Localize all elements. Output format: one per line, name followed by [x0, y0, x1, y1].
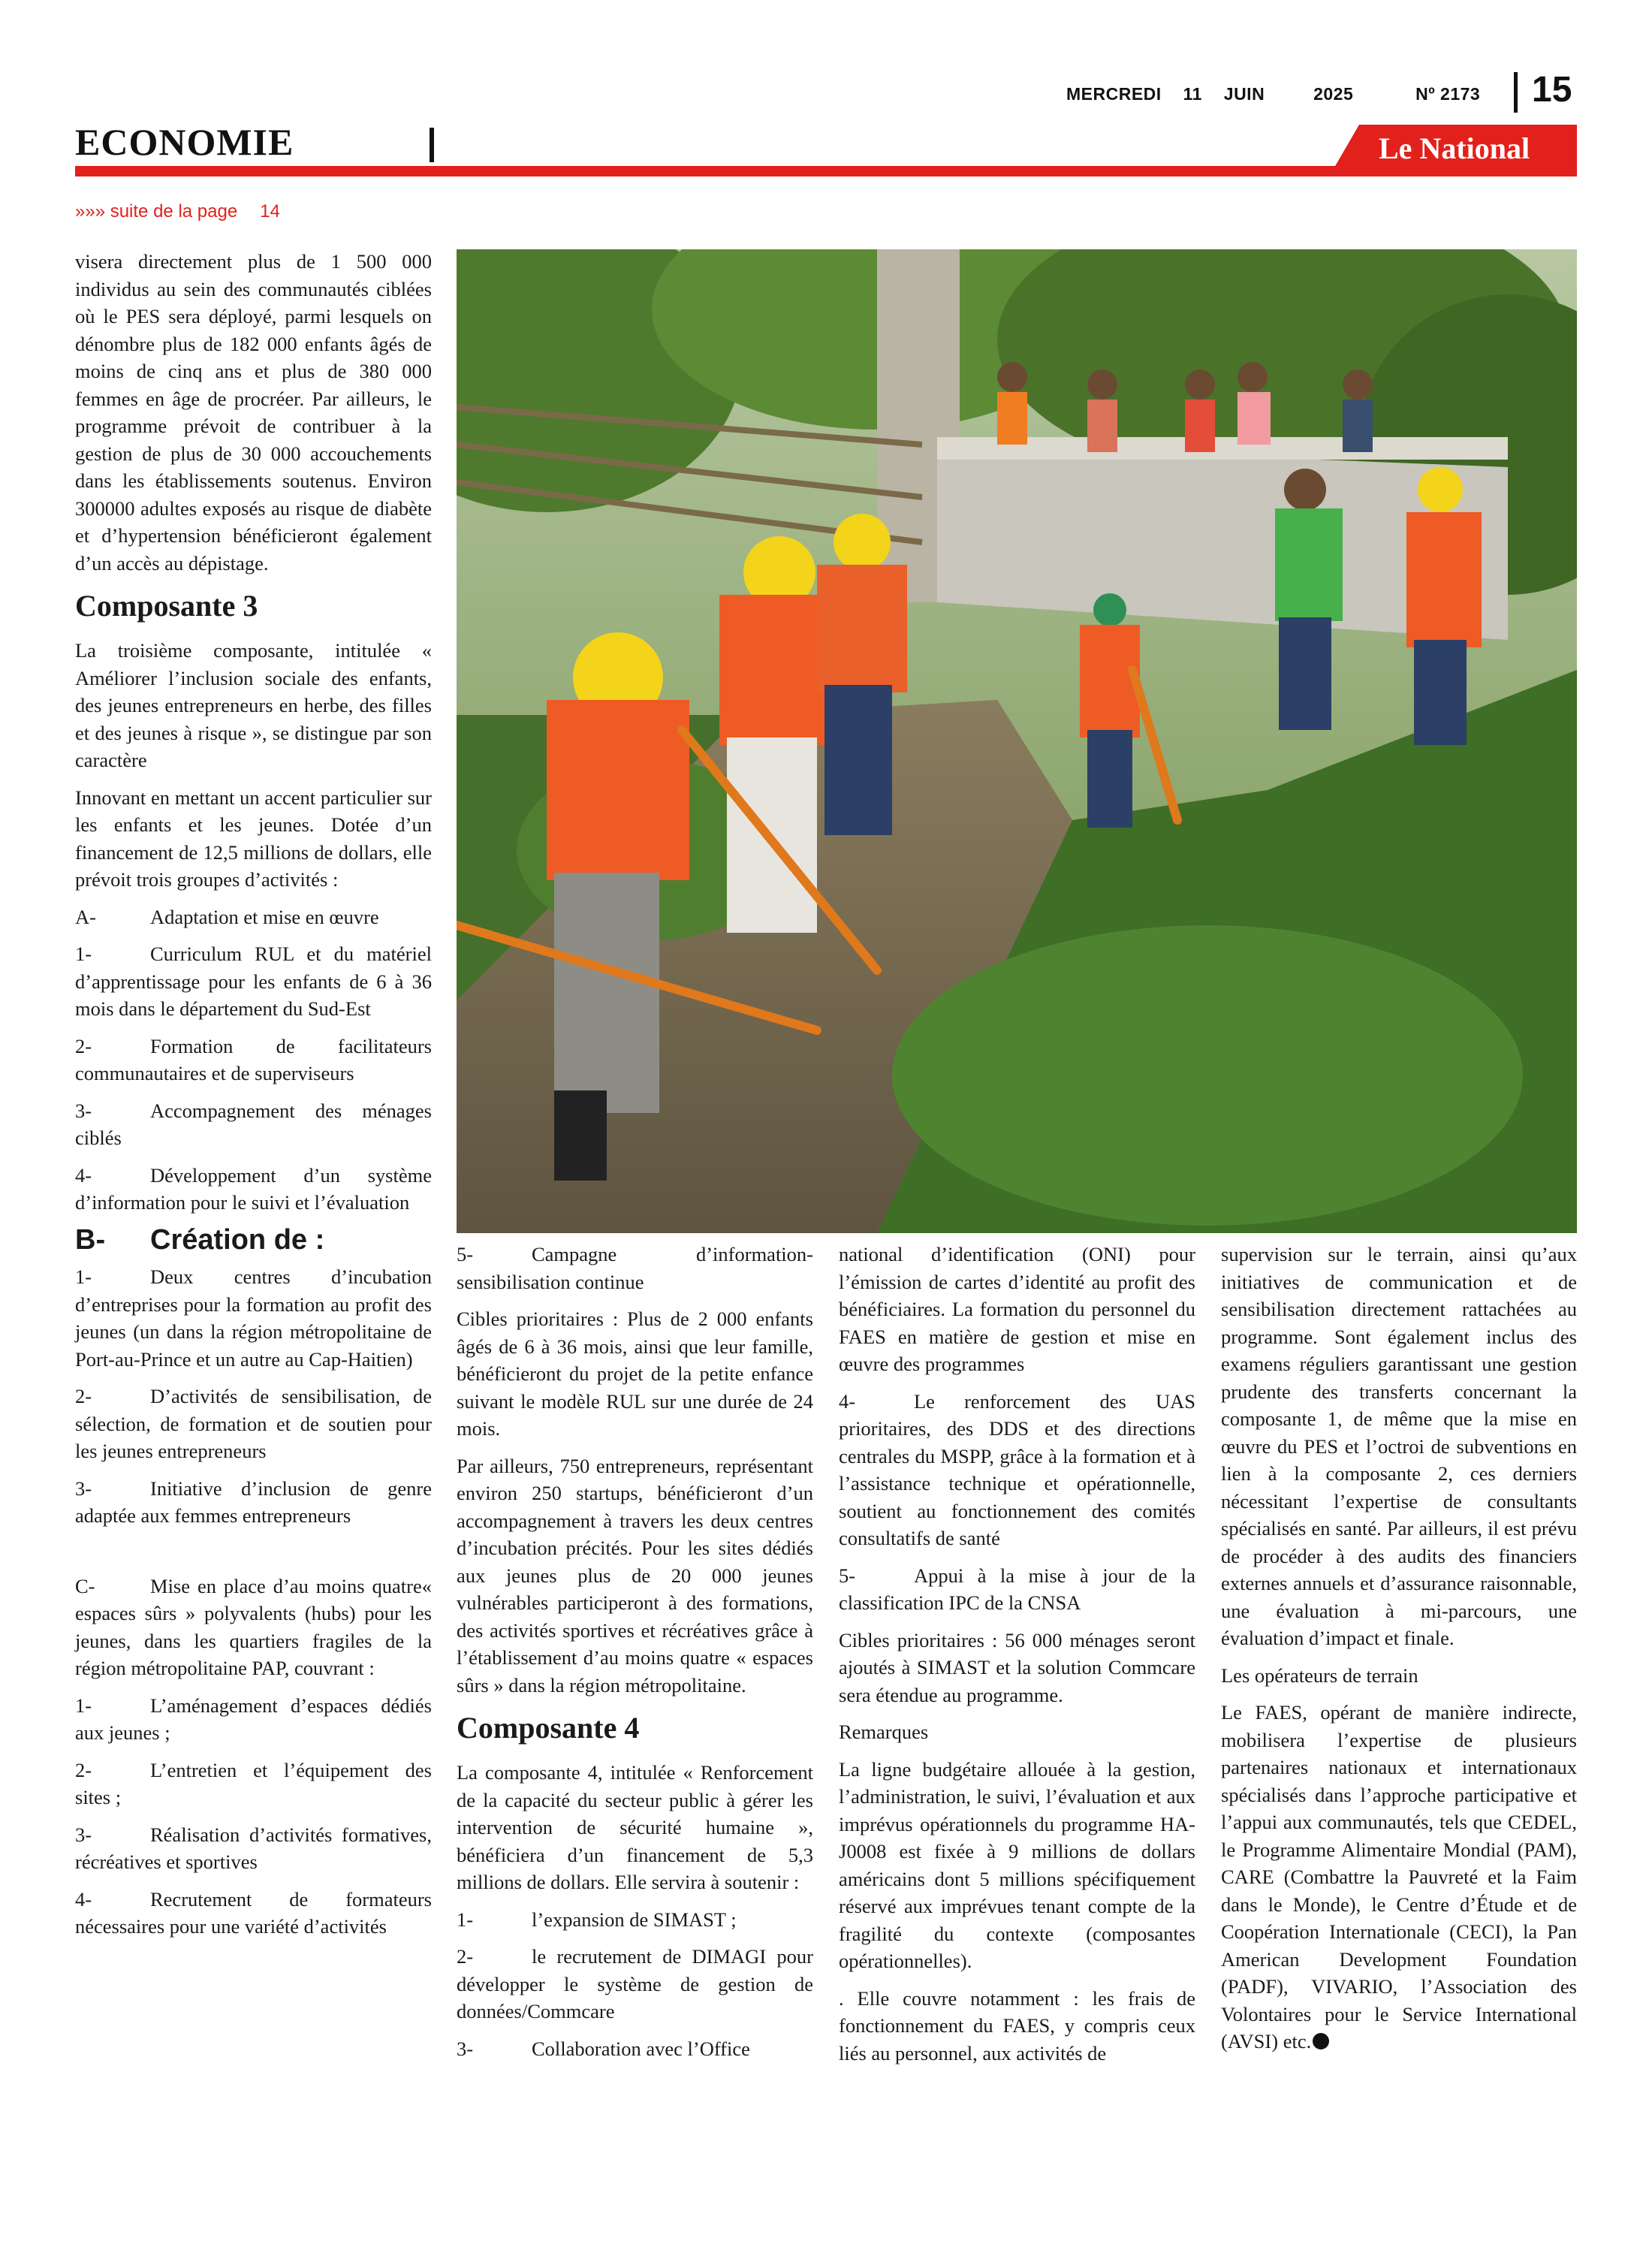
list-item	[457, 1943, 813, 2025]
paragraph: La ligne budgétaire allouée à la gestion, l’administration, le suivi, l’évaluation et aux imprévus opérationnels du programme HA-J0008 est fixée à 9 millions de dollars américains dont 5 millions spécifiquement réservé aux imprévues tenant compte de la fragilité du contexte (composantes opérationnelles).	[839, 1757, 1195, 1972]
list-text: L’entretien et l’équipement des sites ;	[75, 1758, 432, 1808]
column-2	[457, 1241, 813, 2072]
list-marker: 3-	[457, 2037, 474, 2060]
section-title-divider	[430, 128, 434, 162]
list-marker: 1-	[75, 1694, 92, 1717]
issue-day: MERCREDI	[1066, 84, 1162, 104]
list-item	[75, 1886, 432, 1941]
article-photo	[457, 249, 1577, 1233]
list-marker: 3-	[75, 1476, 92, 1500]
list-marker: 2-	[75, 1758, 92, 1781]
section-title: ECONOMIE	[75, 121, 294, 163]
list-item	[75, 940, 432, 1023]
subheading-composante-3: Composante 3	[75, 589, 258, 623]
list-text: Appui à la mise à jour de la classification IPC de la CNSA	[839, 1564, 1195, 1614]
list-text: le recrutement de DIMAGI pour développer le système de gestion de données/Commcare	[457, 1945, 813, 2022]
list-item	[839, 1388, 1195, 1552]
list-marker: 4-	[75, 1163, 92, 1187]
list-text: Collaboration avec l’Office	[532, 2037, 750, 2060]
paragraph-label: Remarques	[839, 1721, 929, 1743]
column-4	[1221, 1241, 1577, 2065]
list-marker: 1-	[75, 943, 92, 965]
continued-label: »»» suite de la page	[75, 201, 238, 222]
paragraph: national d’identification (ONI) pour l’émission de cartes d’identité au profit des bénéficiaires. La formation du personnel du FAES en matière de gestion et mise en œuvre des programmes	[839, 1243, 1195, 1375]
list-marker: 2-	[457, 1945, 474, 1968]
list-text: Création de :	[150, 1223, 325, 1256]
list-text: Développement d’un système d’information pour le suivi et l’évaluation	[75, 1163, 432, 1214]
paragraph: Par ailleurs, 750 entrepreneurs, représentant environ 250 startups, bénéficieront d’un accompagnement à travers les deux centres d’incubation précités. Pour les sites dédiés aux jeunes plus de 20 000 jeunes vulnérables participeront à des formations, des activités sportives et récréatives grâce à l’établissement d’au moins quatre « espaces sûrs » dans la région métropolitaine.	[457, 1454, 813, 1697]
list-item	[75, 1097, 432, 1152]
list-item	[75, 1821, 432, 1876]
paragraph-text: Le FAES, opérant de manière indirecte, mobilisera l’expertise de plusieurs partenaires nationaux et internationaux spécialisés dans l’approche participative et l’appui aux communautés, tels que CEDEL, le Programme Alimentaire Mondial (PAM), CARE (Combattre la Pauvreté et la Faim dans le Monde), le Centre d’Étude et de Coopération Internationale (CECI), la Pan American Development Foundation (PADF), VIVARIO, l’Association des Volontaires pour le Service International (AVSI) etc.	[1221, 1701, 1577, 2052]
list-marker: 5-	[839, 1564, 856, 1587]
list-item	[457, 2035, 813, 2063]
issue-date: 11	[1183, 84, 1202, 104]
list-text: Curriculum RUL et du matériel d’apprentissage pour les enfants de 6 à 36 mois dans le département du Sud-Est	[75, 943, 432, 1020]
list-text: Mise en place d’au moins quatre« espaces sûrs » polyvalents (hubs) pour les jeunes, dans les quartiers fragiles de la région métropolitaine PAP, couvrant :	[75, 1574, 432, 1679]
photo-workers-cleaning-canal	[457, 249, 1577, 1233]
list-marker: 5-	[457, 1243, 474, 1265]
list-text: Formation de facilitateurs communautaires et de superviseurs	[75, 1034, 432, 1084]
spacer	[75, 1540, 432, 1573]
subheading-composante-4: Composante 4	[457, 1711, 640, 1745]
paragraph: La troisième composante, intitulée « Améliorer l’inclusion sociale des enfants, des jeunes entrepreneurs en herbe, des filles et des jeunes à risque », se distingue par son caractère	[75, 639, 432, 771]
list-text: Le renforcement des UAS prioritaires, des DDS et des directions centrales du MSPP, grâce à la formation et à l’assistance technique et opérationnelle, soutient au fonctionnement des comités consultatifs de santé	[839, 1389, 1195, 1549]
paragraph: . Elle couvre notamment : les frais de fonctionnement du FAES, y compris ceux liés au personnel, aux activités de	[839, 1986, 1195, 2064]
list-item	[75, 1383, 432, 1465]
brand-name: Le National	[1379, 131, 1530, 165]
page-number-divider	[1514, 72, 1518, 113]
issue-year: 2025	[1313, 84, 1354, 104]
list-item	[457, 1906, 813, 1934]
list-text: Initiative d’inclusion de genre adaptée aux femmes entrepreneurs	[75, 1476, 432, 1527]
paragraph: supervision sur le terrain, ainsi qu’aux initiatives de communication et de sensibilisation directement rattachées au programme. Sont également inclus des examens réguliers garantissant une gestion prudente des transferts concernant la composante 1, de même que la mise en œuvre du PES et l’octroi de subventions en lien à la composante 2, ces derniers nécessitant l’expertise de consultants spécialisés en santé. Par ailleurs, il est prévu de procéder à des audits des financiers externes annuels et d’assurance raisonnable, une évaluation à mi-parcours, une évaluation d’impact et finale.	[1221, 1243, 1577, 1649]
column-3	[839, 1241, 1195, 2077]
list-item	[75, 1475, 432, 1530]
paragraph: Cibles prioritaires : 56 000 ménages seront ajoutés à SIMAST et la solution Commcare sera étendue au programme.	[839, 1628, 1195, 1706]
end-of-article-icon	[1313, 2033, 1329, 2049]
list-marker: A-	[75, 905, 96, 928]
list-marker: 2-	[75, 1034, 92, 1057]
page-number: 15	[1532, 70, 1572, 110]
list-text: Campagne d’information-sensibilisation continue	[457, 1243, 813, 1293]
list-item	[75, 1263, 432, 1373]
paragraph: visera directement plus de 1 500 000 individus au sein des communautés ciblées où le PES sera déployé, parmi lesquels on dénombre plus de 182 000 enfants âgés de moins de cinq ans et plus de 380 000 femmes en âge de procréer. Par ailleurs, le programme prévoit de contribuer à la gestion de plus de 30 000 accouchements dans les établissements soutenus. Environ 300000 adultes exposés au risque de diabète et d’hypertension bénéficieront également d’un accès au dépistage.	[75, 250, 432, 575]
list-text: l’expansion de SIMAST ;	[532, 1908, 737, 1931]
list-text: Adaptation et mise en œuvre	[150, 905, 379, 928]
list-item	[75, 1757, 432, 1811]
list-marker: 1-	[457, 1908, 474, 1931]
paragraph-final	[1221, 1699, 1577, 2055]
list-marker: 4-	[75, 1887, 92, 1911]
list-marker: C-	[75, 1574, 95, 1597]
list-heading-a	[75, 903, 432, 931]
list-text: Réalisation d’activités formatives, récréatives et sportives	[75, 1823, 432, 1873]
list-marker: 4-	[839, 1389, 856, 1413]
issue-number: Nº 2173	[1415, 84, 1481, 104]
paragraph: Innovant en mettant un accent particulier sur les enfants et les jeunes. Dotée d’un financement de 12,5 millions de dollars, elle prévoit trois groupes d’activités :	[75, 786, 432, 891]
paragraph-label: Les opérateurs de terrain	[1221, 1663, 1418, 1687]
list-marker: 2-	[75, 1385, 92, 1407]
list-heading-b	[75, 1223, 432, 1256]
list-item	[457, 1241, 813, 1295]
issue-meta	[1066, 84, 1480, 104]
paragraph: Cibles prioritaires : Plus de 2 000 enfants âgés de 6 à 36 mois, ainsi que leur famille, bénéficieront du projet de la petite enfance suivant le modèle RUL sur une durée de 24 mois.	[457, 1307, 813, 1440]
list-item	[75, 1692, 432, 1747]
list-item	[75, 1162, 432, 1217]
list-heading-c	[75, 1573, 432, 1682]
continued-page: 14	[260, 201, 280, 222]
list-text: D’activités de sensibilisation, de sélection, de formation et de soutien pour les jeunes entrepreneurs	[75, 1385, 432, 1462]
list-text: Accompagnement des ménages ciblés	[75, 1099, 432, 1149]
issue-month: JUIN	[1223, 84, 1265, 104]
list-marker: 1-	[75, 1265, 92, 1288]
list-text: L’aménagement d’espaces dédiés aux jeunes ;	[75, 1694, 432, 1744]
continued-from	[75, 201, 280, 222]
list-item	[839, 1562, 1195, 1617]
list-text: Deux centres d’incubation d’entreprises pour la formation au profit des jeunes (un dans la région métropolitaine de Port-au-Prince et un autre au Cap-Haitien)	[75, 1265, 432, 1371]
list-marker: B-	[75, 1223, 106, 1256]
list-marker: 3-	[75, 1099, 92, 1122]
list-marker: 3-	[75, 1823, 92, 1846]
paragraph: La composante 4, intitulée « Renforcement de la capacité du secteur public à gérer les intervention de sécurité humaine », bénéficiera d’un financement de 5,3 millions de dollars. Elle servira à soutenir :	[457, 1761, 813, 1893]
column-1	[75, 248, 432, 2170]
list-item	[75, 1033, 432, 1087]
list-text: Recrutement de formateurs nécessaires pour une variété d’activités	[75, 1887, 432, 1938]
